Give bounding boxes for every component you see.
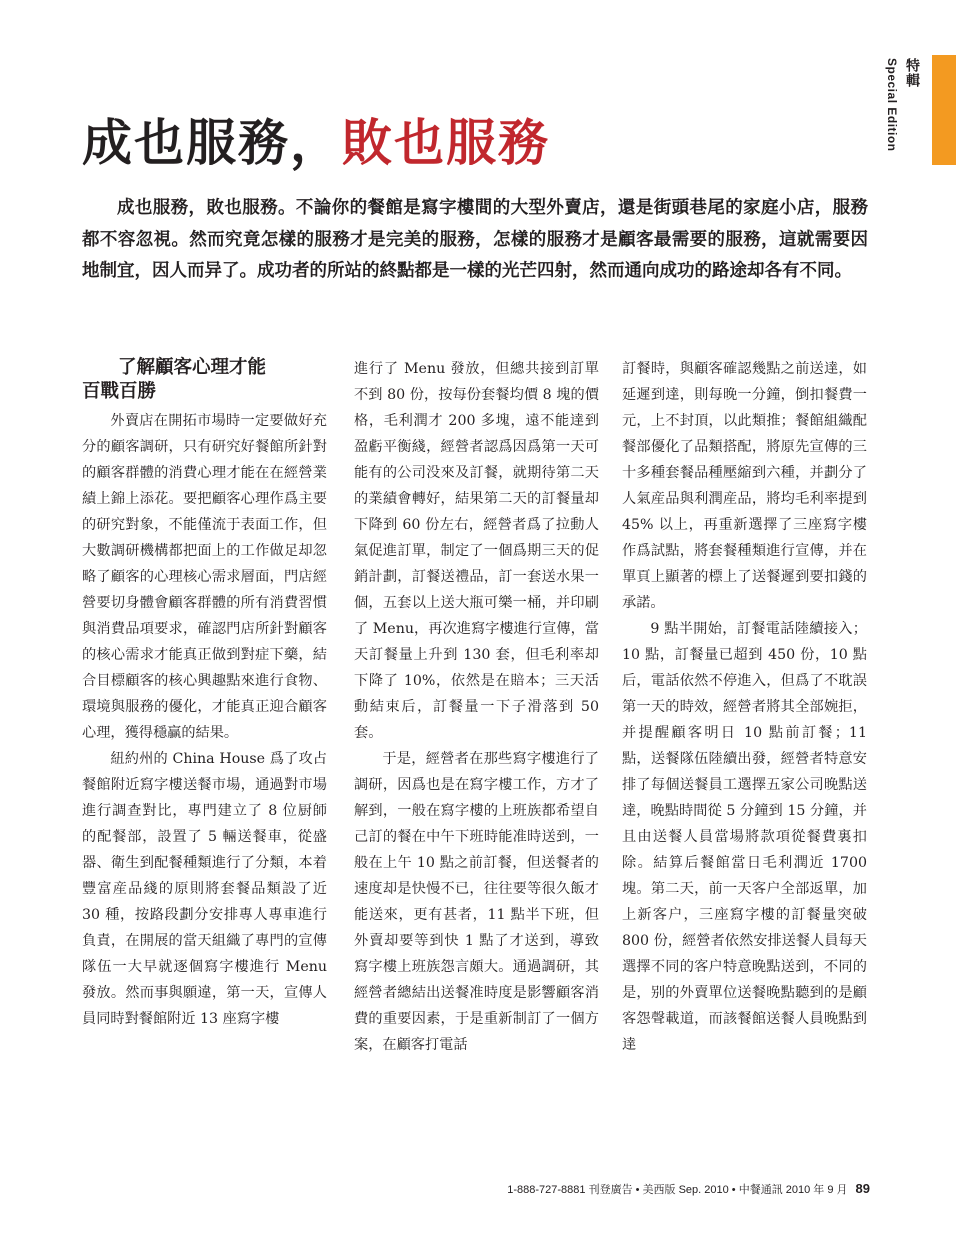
title-part-black: 成也服務， — [82, 113, 342, 172]
article-paragraph: 進行了 Menu 發放，但總共接到訂單不到 80 份，按每份套餐均價 8 塊的價格，毛利潤才 200 多塊，遠不能達到盈虧平衡綫，經營者認爲因爲第一天可能有的公司没來及訂餐，就期待第二天的業績會轉好，結果第二天的訂餐量却下降到 60 份左右，經營者爲了拉動人氣促進訂單，制定了一個爲期三天的促銷計劃，訂餐送禮品，訂一套送水果一個，五套以上送大瓶可樂一桶，并印刷了 Menu，再次進寫字樓進行宣傳，當天訂餐量上升到 130 套，但毛利率却下降了 10%，依然是在賠本；三天活動結束后，訂餐量一下子滑落到 50 套。 — [354, 361, 599, 741]
footer-text: 1-888-727-8881 刊登廣告 • 美西版 Sep. 2010 • 中餐通訊 2010 年 9 月 — [507, 1184, 848, 1196]
article-column-3 — [622, 356, 867, 1058]
subheading-line-2: 百戰百勝 — [82, 381, 157, 402]
section-label-english: Special Edition — [885, 58, 899, 152]
article-paragraph: 于是，經營者在那些寫字樓進行了調研，因爲也是在寫字樓工作，方才了解到，一般在寫字樓的上班族都希望自己訂的餐在中午下班時能准時送到，一般在上午 10 點之前訂餐，但送餐者的速度却是快慢不已，往往要等很久飯才能送來，更有甚者，11 點半下班，但外賣却要等到快 1 點了才送到，導致寫字樓上班族怨言頗大。通過調研，其經營者總結出送餐准時度是影響顧客消費的重要因素，于是重新制訂了一個方案，在顧客打電話 — [354, 751, 599, 1053]
page-title — [82, 108, 550, 178]
article-column-1 — [82, 356, 327, 1032]
article-paragraph: 9 點半開始，訂餐電話陸續接入；10 點，訂餐量已超到 450 份，10 點后，電話依然不停進入，但爲了不耽誤第一天的時效，經營者將其全部婉拒，并提醒顧客明日 10 點前訂餐；11 點，送餐隊伍陸續出發，經營者特意安排了每個送餐員工選擇五家公司晚點送達，晚點時間從 5 分鐘到 15 分鐘，并且由送餐人員當場將款項從餐費裏扣除。結算后餐館當日毛利潤近 1700 塊。第二天，前一天客户全部返單，加上新客户，三座寫字樓的訂餐量突破 800 份，經營者依然安排送餐人員每天選擇不同的客户特意晚點送到，不同的是，别的外賣單位送餐晚點聽到的是顧客怨聲載道，而該餐館送餐人員晚點到達 — [622, 621, 867, 1053]
title-part-red: 敗也服務 — [342, 113, 550, 172]
article-column-2 — [354, 356, 599, 1058]
page-number: 89 — [855, 1181, 870, 1196]
article-paragraph: 紐約州的 China House 爲了攻占餐館附近寫字樓送餐市場，通過對市場進行調查對比，專門建立了 8 位厨師的配餐部，設置了 5 輛送餐車，從盛器、衛生到配餐種類進行了分類，本着豐富産品綫的原則將套餐品類設了近 30 種，按路段劃分安排專人專車進行負責，在開展的當天組織了專門的宣傳隊伍一大早就逐個寫字樓進行 Menu 發放。然而事與願違，第一天，宣傳人員同時對餐館附近 13 座寫字樓 — [82, 751, 327, 1027]
section-color-tab — [932, 55, 956, 165]
article-paragraph: 外賣店在開拓市場時一定要做好充分的顧客調研，只有研究好餐館所針對的顧客群體的消費心理才能在在經營業績上錦上添花。要把顧客心理作爲主要的研究對象，不能僅流于表面工作，但大數調研機構都把面上的工作做足却忽略了顧客的心理核心需求層面，門店經營要切身體會顧客群體的所有消費習慣與消費品項要求，確認門店所針對顧客的核心需求才能真正做到對症下藥，結合目標顧客的核心興趣點來進行食物、環境與服務的優化，才能真正迎合顧客心理，獲得穩贏的結果。 — [82, 413, 327, 741]
article-paragraph: 訂餐時，與顧客確認幾點之前送達，如延遲到達，則每晚一分鐘，倒扣餐費一元，上不封頂，以此類推；餐館組織配餐部優化了品類搭配，將原先宣傳的三十多種套餐品種壓縮到六種，并劃分了人氣産品與利潤産品，將均毛利率提到 45% 以上，再重新選擇了三座寫字樓作爲試點，將套餐種類進行宣傳，并在單頁上顯著的標上了送餐遲到要扣錢的承諾。 — [622, 361, 867, 611]
section-label — [885, 58, 922, 178]
section-label-chinese: 特輯 — [904, 58, 920, 88]
lede-paragraph: 成也服務，敗也服務。不論你的餐館是寫字樓間的大型外賣店，還是街頭巷尾的家庭小店，服務都不容忽視。然而究竟怎樣的服務才是完美的服務，怎樣的服務才是顧客最需要的服務，這就需要因地制宜，因人而异了。成功者的所站的終點都是一樣的光芒四射，然而通向成功的路途却各有不同。 — [82, 198, 868, 281]
subheading-line-1: 了解顧客心理才能 — [118, 357, 267, 378]
page-footer — [440, 1181, 870, 1197]
article-subheading — [82, 356, 327, 404]
